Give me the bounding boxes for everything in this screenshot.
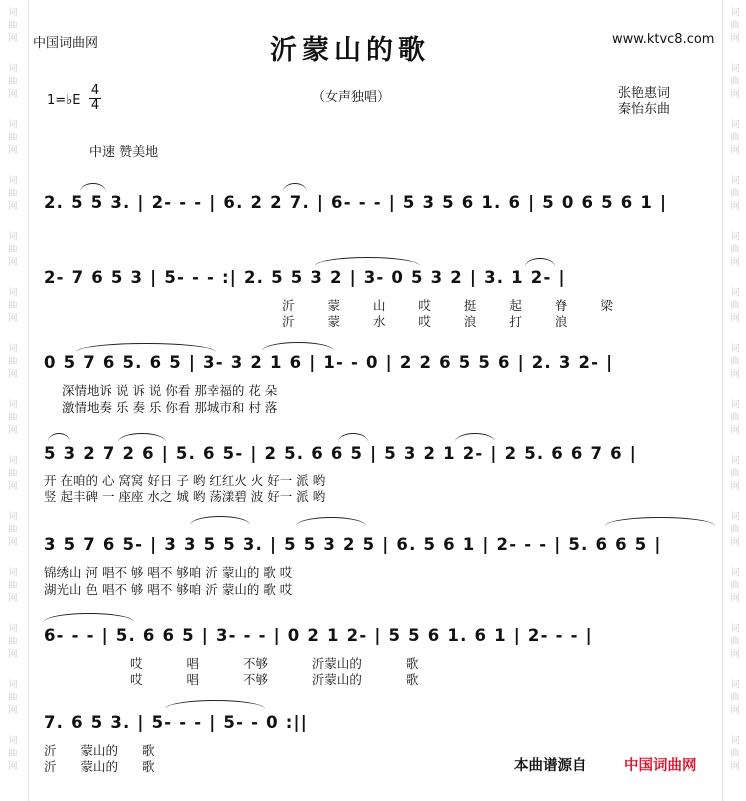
watermark-glyph: 曲 xyxy=(730,637,740,647)
score-row-5-notes: 3 5 7 6 5- | 3 3 5 5 3. | 5 5 3 2 5 | 6. 5 6 1 | 2- - - | 5. 6 6 5 | xyxy=(44,535,662,554)
score-row-6-notes: 6- - - | 5. 6 6 5 | 3- - - | 0 2 1 2- | 5 5 6 1. 6 1 | 2- - - | xyxy=(44,626,593,645)
lyric-row-7-verse-2: 沂 蒙山的 歌 xyxy=(44,759,155,774)
tie xyxy=(315,257,420,266)
watermark-glyph: 词 xyxy=(8,680,18,690)
watermark-glyph: 网 xyxy=(730,34,740,44)
watermark-glyph: 词 xyxy=(8,456,18,466)
slur xyxy=(190,516,250,525)
site-url-right: www.ktvc8.com xyxy=(612,32,715,47)
slur xyxy=(262,342,334,351)
score-row-4-notes: 5 3 2 7 2 6 | 5. 6 5- | 2 5. 6 6 5 | 5 3 2 1 2- | 2 5. 6 6 7 6 | xyxy=(44,444,638,463)
watermark-glyph: 网 xyxy=(8,706,18,716)
slur xyxy=(48,433,70,442)
watermark-glyph: 网 xyxy=(730,370,740,380)
lyric-row-6-verse-2: 哎 唱 不够 沂蒙山的 歌 xyxy=(130,672,419,687)
watermark-glyph: 曲 xyxy=(730,357,740,367)
lyric-row-3-verse-1: 深情地诉 说 诉 说 你看 那幸福的 花 朵 xyxy=(62,383,278,398)
watermark-glyph: 曲 xyxy=(730,301,740,311)
lyric-row-7-verse-1: 沂 蒙山的 歌 xyxy=(44,743,155,758)
watermark-glyph: 词 xyxy=(730,120,740,130)
tie xyxy=(605,517,715,526)
watermark-glyph: 网 xyxy=(730,482,740,492)
watermark-glyph: 曲 xyxy=(8,693,18,703)
watermark-glyph: 词 xyxy=(730,456,740,466)
time-signature xyxy=(89,84,101,113)
watermark-glyph: 网 xyxy=(8,370,18,380)
watermark-glyph: 曲 xyxy=(8,413,18,423)
watermark-glyph: 曲 xyxy=(8,133,18,143)
watermark-glyph: 网 xyxy=(730,202,740,212)
watermark-glyph: 曲 xyxy=(8,357,18,367)
watermark-glyph: 词 xyxy=(730,624,740,634)
score-row-7-notes: 7. 6 5 3. | 5- - - | 5- - 0 :|| xyxy=(44,713,308,732)
watermark-glyph: 词 xyxy=(730,568,740,578)
lyric-row-5-verse-1: 锦绣山 河 唱不 够 唱不 够咱 沂 蒙山的 歌 哎 xyxy=(44,565,293,580)
watermark-glyph: 曲 xyxy=(8,301,18,311)
watermark-glyph: 曲 xyxy=(8,749,18,759)
watermark-glyph: 网 xyxy=(730,146,740,156)
watermark-glyph: 网 xyxy=(730,426,740,436)
watermark-glyph: 网 xyxy=(730,650,740,660)
key-signature: 1=♭E xyxy=(47,93,81,108)
slur xyxy=(525,258,555,267)
lyric-row-2-verse-1: 沂 蒙 山 哎 挺 起 脊 梁 xyxy=(282,298,613,313)
watermark-glyph: 词 xyxy=(8,624,18,634)
watermark-glyph: 网 xyxy=(8,538,18,548)
watermark-glyph: 网 xyxy=(8,482,18,492)
right-border xyxy=(722,0,723,801)
watermark-glyph: 网 xyxy=(8,426,18,436)
watermark-glyph: 词 xyxy=(730,232,740,242)
watermark-glyph: 词 xyxy=(8,736,18,746)
watermark-glyph: 网 xyxy=(730,314,740,324)
watermark-glyph: 曲 xyxy=(8,637,18,647)
watermark-glyph: 网 xyxy=(730,538,740,548)
watermark-glyph: 曲 xyxy=(8,525,18,535)
watermark-glyph: 网 xyxy=(730,762,740,772)
watermark-glyph: 曲 xyxy=(730,413,740,423)
site-name-left: 中国词曲网 xyxy=(33,36,99,51)
watermark-glyph: 词 xyxy=(8,568,18,578)
lyric-row-4-verse-2: 竖 起丰碑 一 座座 水之 城 哟 荡漾碧 波 好一 派 哟 xyxy=(44,489,326,504)
watermark-glyph: 曲 xyxy=(8,21,18,31)
tie xyxy=(76,343,216,352)
tie xyxy=(44,613,134,622)
watermark-glyph: 词 xyxy=(8,288,18,298)
watermark-glyph: 曲 xyxy=(730,245,740,255)
watermark-glyph: 词 xyxy=(730,176,740,186)
watermark-glyph: 词 xyxy=(730,512,740,522)
composer: 秦怡东曲 xyxy=(618,102,671,117)
left-border xyxy=(28,0,29,801)
watermark-glyph: 词 xyxy=(730,736,740,746)
watermark-glyph: 词 xyxy=(8,64,18,74)
time-bottom: 4 xyxy=(90,98,100,113)
source-label: 本曲谱源自 xyxy=(514,758,587,774)
watermark-glyph: 网 xyxy=(8,90,18,100)
watermark-glyph: 网 xyxy=(8,258,18,268)
score-row-3-notes: 0 5 7 6 5. 6 5 | 3- 3 2 1 6 | 1- - 0 | 2 2 6 5 5 6 | 2. 3 2- | xyxy=(44,353,614,372)
lyric-row-2-verse-2: 沂 蒙 水 哎 浪 打 浪 xyxy=(282,314,568,329)
watermark-glyph: 词 xyxy=(8,344,18,354)
watermark-glyph: 曲 xyxy=(730,693,740,703)
watermark-glyph: 曲 xyxy=(8,189,18,199)
watermark-glyph: 曲 xyxy=(730,189,740,199)
slur xyxy=(283,183,307,192)
page-title: 沂蒙山的歌 xyxy=(270,35,430,66)
watermark-glyph: 词 xyxy=(8,120,18,130)
watermark-glyph: 曲 xyxy=(8,581,18,591)
lyricist: 张艳惠词 xyxy=(618,86,671,101)
watermark-glyph: 词 xyxy=(730,64,740,74)
watermark-glyph: 曲 xyxy=(8,245,18,255)
watermark-glyph: 网 xyxy=(8,650,18,660)
tie xyxy=(165,700,265,709)
lyric-row-4-verse-1: 开 在咱的 心 窝窝 好日 子 哟 红红火 火 好一 派 哟 xyxy=(44,473,326,488)
watermark-glyph: 网 xyxy=(8,762,18,772)
watermark-glyph: 曲 xyxy=(730,581,740,591)
watermark-glyph: 网 xyxy=(8,34,18,44)
slur xyxy=(80,183,106,192)
watermark-glyph: 曲 xyxy=(8,469,18,479)
watermark-glyph: 词 xyxy=(8,232,18,242)
watermark-glyph: 词 xyxy=(730,288,740,298)
watermark-glyph: 曲 xyxy=(730,77,740,87)
watermark-glyph: 网 xyxy=(8,202,18,212)
watermark-glyph: 词 xyxy=(8,400,18,410)
watermark-glyph: 网 xyxy=(8,594,18,604)
watermark-glyph: 词 xyxy=(730,400,740,410)
slur xyxy=(118,433,166,442)
watermark-glyph: 网 xyxy=(730,90,740,100)
lyric-row-5-verse-2: 湖光山 色 唱不 够 唱不 够咱 沂 蒙山的 歌 哎 xyxy=(44,582,293,597)
watermark-glyph: 词 xyxy=(8,512,18,522)
lyric-row-6-verse-1: 哎 唱 不够 沂蒙山的 歌 xyxy=(130,656,419,671)
watermark-glyph: 曲 xyxy=(730,749,740,759)
watermark-glyph: 网 xyxy=(8,314,18,324)
watermark-glyph: 曲 xyxy=(730,133,740,143)
watermark-glyph: 词 xyxy=(730,8,740,18)
watermark-glyph: 曲 xyxy=(8,77,18,87)
performance-note: （女声独唱） xyxy=(312,90,391,105)
watermark-glyph: 曲 xyxy=(730,525,740,535)
time-top: 4 xyxy=(90,83,100,98)
watermark-glyph: 词 xyxy=(8,8,18,18)
watermark-glyph: 网 xyxy=(8,146,18,156)
tempo-marking: 中速 赞美地 xyxy=(89,145,159,160)
watermark-glyph: 网 xyxy=(730,594,740,604)
lyric-row-3-verse-2: 激情地奏 乐 奏 乐 你看 那城市和 村 落 xyxy=(62,400,278,415)
slur xyxy=(296,517,366,526)
watermark-glyph: 词 xyxy=(730,344,740,354)
watermark-glyph: 网 xyxy=(730,258,740,268)
source-site-link[interactable]: 中国词曲网 xyxy=(624,758,697,774)
score-row-2-notes: 2- 7 6 5 3 | 5- - - :| 2. 5 5 3 2 | 3- 0 5 3 2 | 3. 1 2- | xyxy=(44,268,566,287)
watermark-glyph: 词 xyxy=(730,680,740,690)
slur xyxy=(338,433,368,442)
slur xyxy=(455,433,495,442)
watermark-glyph: 词 xyxy=(8,176,18,186)
watermark-glyph: 网 xyxy=(730,706,740,716)
watermark-glyph: 曲 xyxy=(730,21,740,31)
watermark-glyph: 曲 xyxy=(730,469,740,479)
score-row-1-notes: 2. 5 5 3. | 2- - - | 6. 2 2 7. | 6- - - | 5 3 5 6 1. 6 | 5 0 6 5 6 1 | xyxy=(44,193,668,212)
